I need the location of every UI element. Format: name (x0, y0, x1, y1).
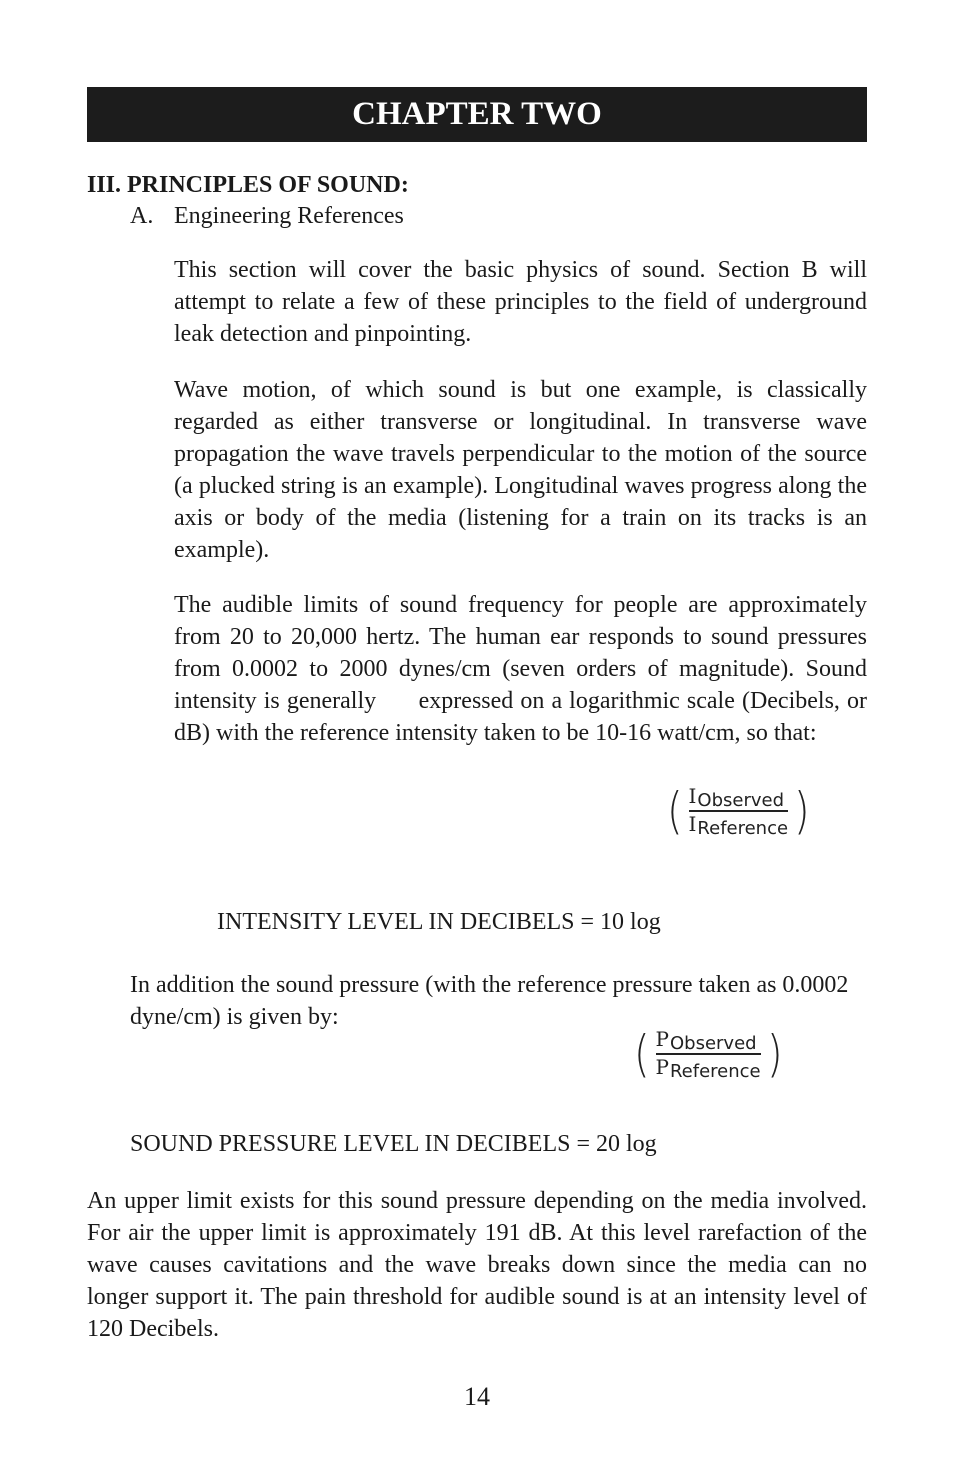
denominator-symbol: I (688, 811, 697, 836)
close-paren: ) (766, 1024, 783, 1083)
paragraph-sound-pressure: In addition the sound pressure (with the reference pressure taken as 0.0002 dyne/cm) is given by: (130, 972, 849, 1030)
intensity-ratio-fraction (665, 781, 812, 840)
numerator-symbol: P (655, 1027, 669, 1051)
denominator-subscript: Reference (697, 817, 789, 839)
denominator-subscript: Reference (669, 1060, 761, 1082)
fraction-numerator (656, 1028, 757, 1052)
paragraph-audible-limits: The audible limits of sound frequency for people are approximately from 20 to 20,000 hertz. The human ear responds to sound pressures from 0.0002 to 2000 dynes/cm (seven orders of magnitude). Sound intensity is generally expressed on a logarithmic scale (Decibels, or dB) with the reference intensity taken to be 10-16 watt/cm, so that: (174, 592, 873, 746)
open-paren: ( (633, 1024, 650, 1083)
denominator-symbol: P (655, 1054, 669, 1079)
open-paren: ( (666, 781, 683, 840)
numerator-symbol: I (688, 784, 697, 808)
sound-pressure-level-formula: SOUND PRESSURE LEVEL IN DECIBELS = 20 log (130, 1131, 657, 1157)
fraction-body (652, 1028, 765, 1080)
subsection-letter: A. (130, 203, 154, 229)
page-number: 14 (464, 1382, 490, 1411)
numerator-subscript: Observed (669, 1033, 757, 1054)
paragraph-intro: This section will cover the basic physics of sound. Section B will attempt to relate a few of these principles to the field of underground leak detection and pinpointing. (174, 257, 867, 347)
subsection-title: Engineering References (174, 203, 404, 229)
fraction-denominator (656, 1056, 761, 1080)
paragraph-wave-motion: Wave motion, of which sound is but one example, is classically regarded as either transverse or longitudinal. In transverse wave propagation the wave travels perpendicular to the motion of the source (a plucked string is an example). Longitudinal waves progress along the axis or body of the media (listening for a train on its tracks is an example). (174, 377, 867, 563)
chapter-title: CHAPTER TWO (87, 87, 867, 142)
paragraph-upper-limit: An upper limit exists for this sound pressure depending on the media involved. For air the upper limit is approximately 191 dB. At this level rarefaction of the wave causes cavitations and the wave breaks down since the media can no longer support it. The pain threshold for audible sound is at an intensity level of 120 Decibels. (87, 1188, 867, 1342)
subsection-heading (130, 200, 404, 232)
numerator-subscript: Observed (697, 790, 785, 811)
pressure-ratio-fraction (632, 1024, 784, 1083)
fraction-numerator (689, 785, 785, 809)
fraction-body (685, 785, 793, 837)
intensity-level-formula: INTENSITY LEVEL IN DECIBELS = 10 log (217, 909, 661, 935)
section-heading: III. PRINCIPLES OF SOUND: (87, 172, 409, 198)
close-paren: ) (794, 781, 810, 840)
fraction-denominator (689, 813, 789, 837)
